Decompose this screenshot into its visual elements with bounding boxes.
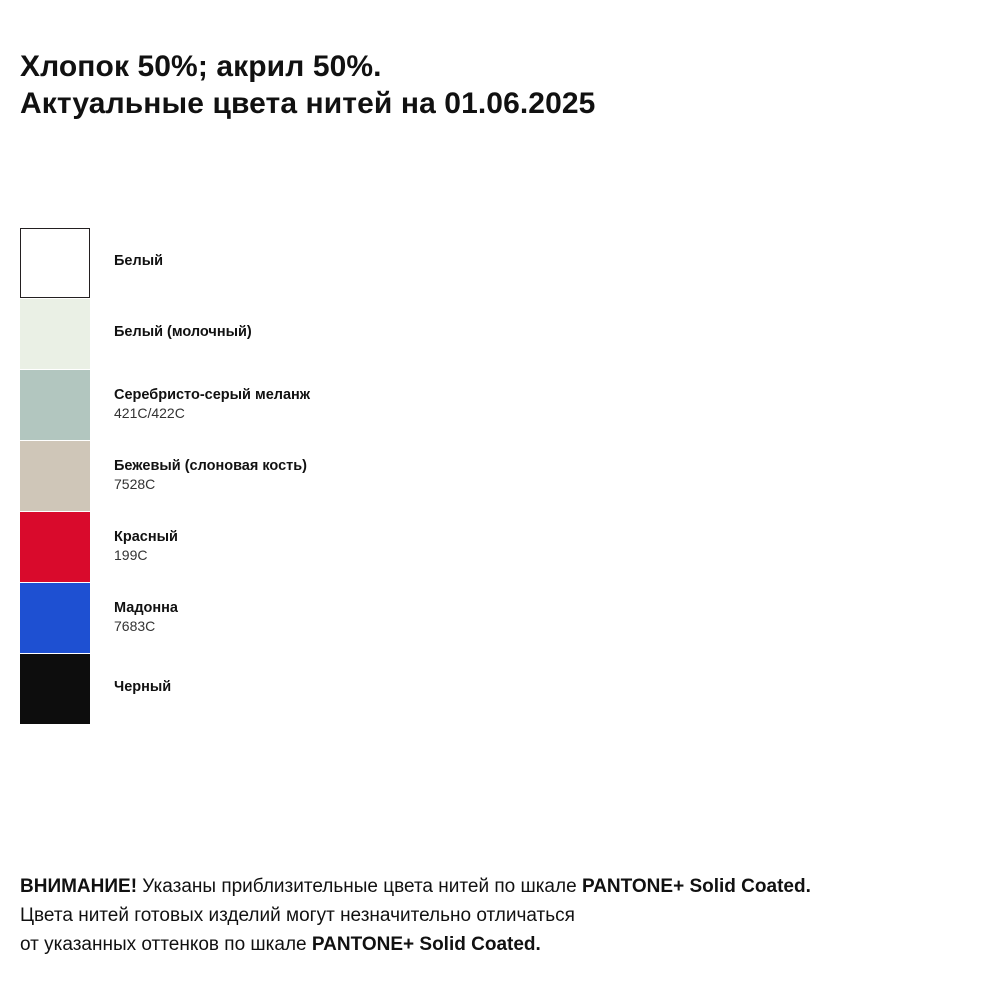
color-swatch bbox=[20, 583, 90, 653]
swatch-pantone-code: 199C bbox=[114, 547, 148, 563]
title-line-1: Хлопок 50%; акрил 50%. bbox=[20, 50, 382, 83]
color-swatch bbox=[20, 512, 90, 582]
footer-line-1 bbox=[20, 872, 980, 901]
footer-note bbox=[20, 872, 980, 959]
page-title bbox=[20, 48, 920, 122]
color-swatch bbox=[20, 441, 90, 511]
swatch-name: Красный bbox=[114, 529, 178, 545]
swatch-row bbox=[20, 228, 920, 299]
swatch-name: Мадонна bbox=[114, 600, 178, 616]
footer-line-2: Цвета нитей готовых изделий могут незначительно отличаться bbox=[20, 905, 575, 926]
footer-line-3-text: от указанных оттенков по шкале bbox=[20, 934, 312, 955]
swatch-name: Белый (молочный) bbox=[114, 324, 252, 340]
swatch-pantone-code: 7528C bbox=[114, 476, 156, 492]
pantone-label: PANTONE+ Solid Coated. bbox=[581, 876, 811, 897]
swatch-name: Серебристо-серый меланж bbox=[114, 387, 311, 403]
footer-line-1-text: Указаны приблизительные цвета нитей по шкале bbox=[137, 876, 582, 897]
swatch-text bbox=[114, 654, 171, 696]
color-swatch bbox=[20, 299, 90, 369]
swatch-text bbox=[114, 583, 178, 635]
swatch-text bbox=[114, 228, 163, 270]
swatch-name: Черный bbox=[114, 679, 172, 695]
swatch-pantone-code: 421C/422C bbox=[114, 405, 185, 421]
swatch-row bbox=[20, 441, 920, 512]
swatch-row bbox=[20, 370, 920, 441]
swatch-text bbox=[114, 512, 178, 564]
swatch-text bbox=[114, 299, 252, 341]
swatch-text bbox=[114, 441, 307, 493]
swatch-row bbox=[20, 299, 920, 370]
swatch-text bbox=[114, 370, 310, 422]
swatch-name: Бежевый (слоновая кость) bbox=[114, 458, 307, 474]
swatch-list bbox=[20, 228, 920, 725]
title-line-2: Актуальные цвета нитей на 01.06.2025 bbox=[20, 87, 596, 120]
color-swatch bbox=[20, 370, 90, 440]
pantone-label: PANTONE+ Solid Coated. bbox=[311, 934, 541, 955]
attention-label: ВНИМАНИЕ! bbox=[20, 876, 138, 897]
color-swatch bbox=[20, 654, 90, 724]
color-swatch bbox=[20, 228, 90, 298]
swatch-row bbox=[20, 583, 920, 654]
footer-line-3 bbox=[20, 930, 980, 959]
swatch-row bbox=[20, 654, 920, 725]
swatch-pantone-code: 7683C bbox=[114, 618, 156, 634]
swatch-row bbox=[20, 512, 920, 583]
swatch-name: Белый bbox=[114, 253, 163, 269]
